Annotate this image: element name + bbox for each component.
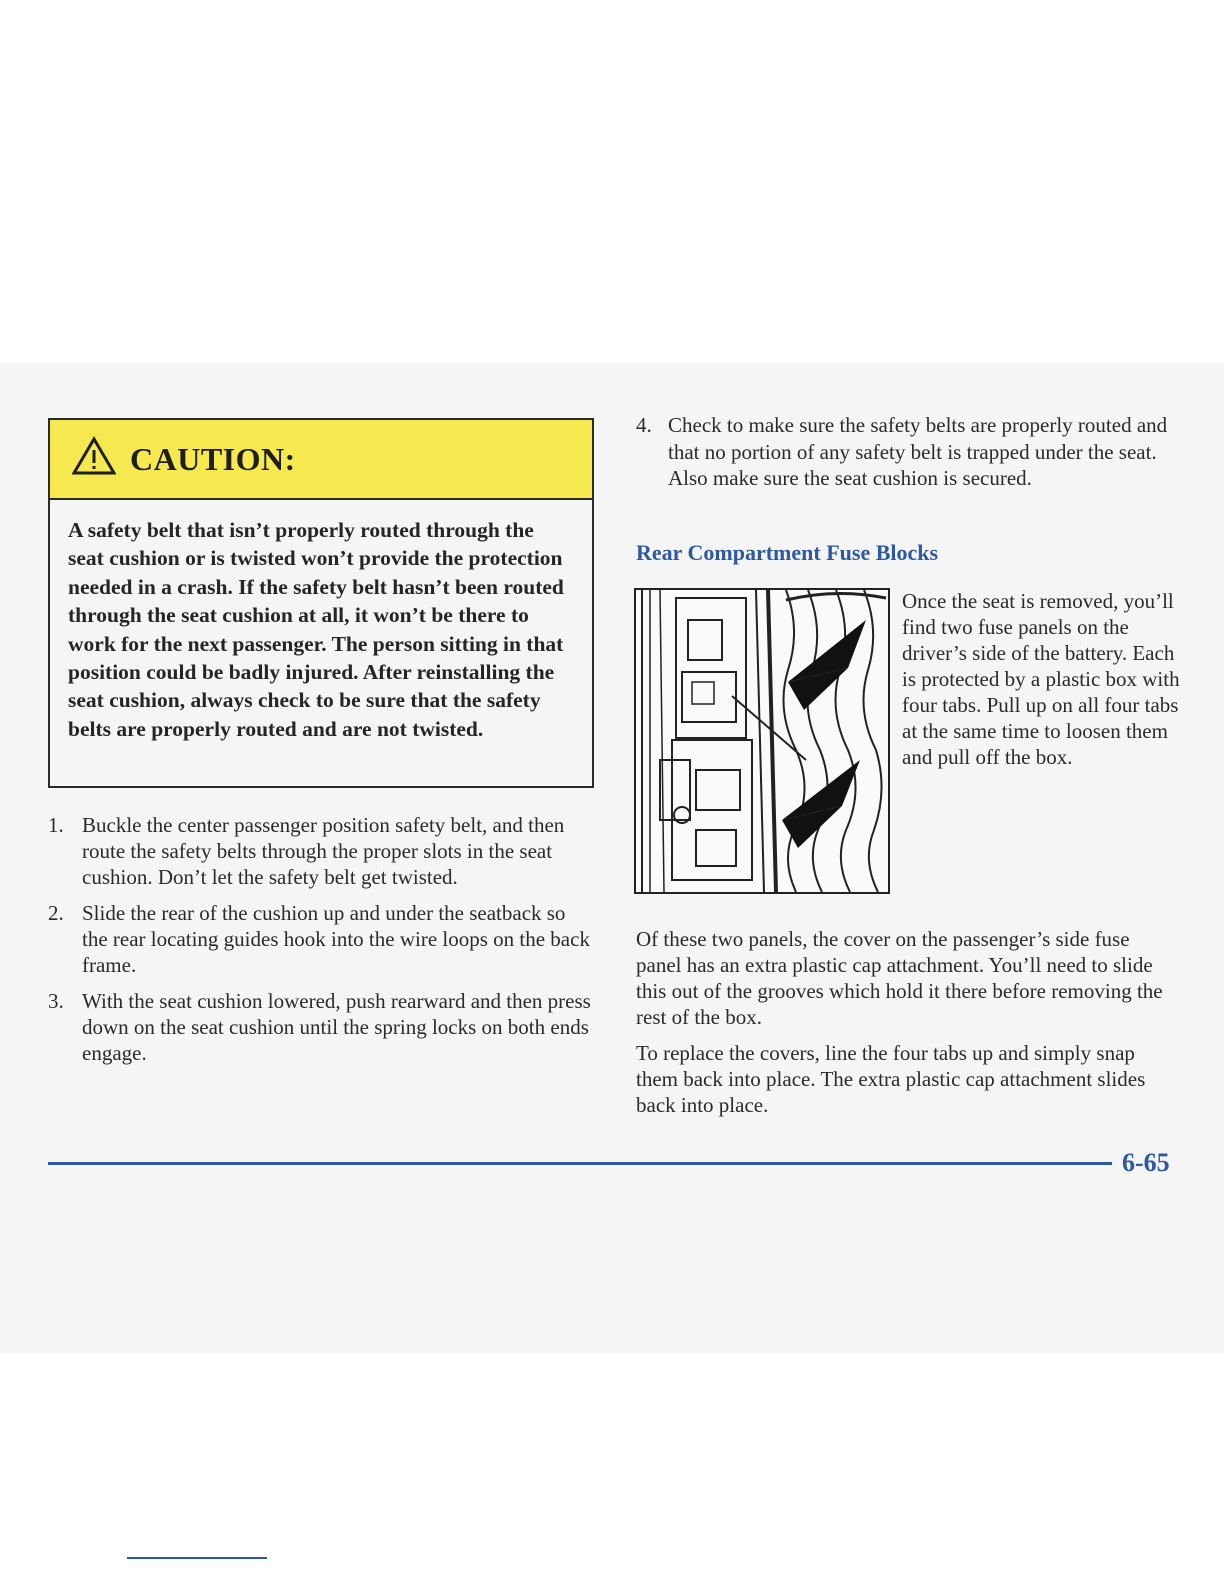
list-item [636, 412, 1176, 492]
list-item [48, 900, 596, 978]
footer-rule [48, 1162, 1112, 1165]
step-number: 1. [48, 813, 64, 837]
page-number: 6-65 [1122, 1148, 1170, 1177]
steps-list [48, 812, 596, 1076]
bottom-rule [127, 1557, 267, 1559]
right-column [636, 412, 1176, 492]
step-text: Check to make sure the safety belts are properly routed and that no portion of any safety belt is trapped under the seat. Also make sure the seat cushion is secured. [668, 413, 1168, 490]
paragraph: To replace the covers, line the four tabs up and simply snap them back into place. The extra plastic cap attachment slides back into place. [636, 1041, 1146, 1117]
step-text: Slide the rear of the cushion up and under the seatback so the rear locating guides hook into the wire loops on the back frame. [82, 901, 590, 977]
step-number: 4. [636, 413, 652, 437]
section-title: Rear Compartment Fuse Blocks [636, 540, 939, 565]
list-item [48, 812, 596, 890]
step-text: Buckle the center passenger position safety belt, and then route the safety belts through the proper slots in the seat cushion. Don’t let the safety belt get twisted. [82, 813, 565, 889]
fuse-diagram-icon [636, 590, 888, 892]
step-text: With the seat cushion lowered, push rearward and then press down on the seat cushion until the spring locks on both ends engage. [82, 989, 591, 1065]
caution-header [50, 420, 592, 500]
figure-caption-text: Once the seat is removed, you’ll find two fuse panels on the driver’s side of the battery. Each is protected by a plastic box with four tabs. Pull up on all four tabs at the same time to loosen them and pull off the box. [902, 589, 1180, 769]
caution-text: A safety belt that isn’t properly routed through the seat cushion or is twisted won’t provide the protection needed in a crash. If the safety belt hasn’t been routed through the seat cushion at all, it won’t be there to work for the next passenger. The person sitting in that position could be badly injured. After reinstalling the seat cushion, always check to be sure that the safety belts are properly routed and are not twisted. [68, 518, 564, 741]
step-number: 2. [48, 901, 64, 925]
warning-triangle-icon [72, 436, 116, 476]
caution-title: CAUTION: [130, 440, 296, 477]
fuse-block-illustration [634, 588, 890, 894]
list-item [48, 988, 596, 1066]
paragraph: Of these two panels, the cover on the passenger’s side fuse panel has an extra plastic cap attachment. You’ll need to slide this out of the grooves which hold it there before removing the rest of the box. [636, 927, 1163, 1029]
step-number: 3. [48, 989, 64, 1013]
caution-box [48, 418, 594, 788]
